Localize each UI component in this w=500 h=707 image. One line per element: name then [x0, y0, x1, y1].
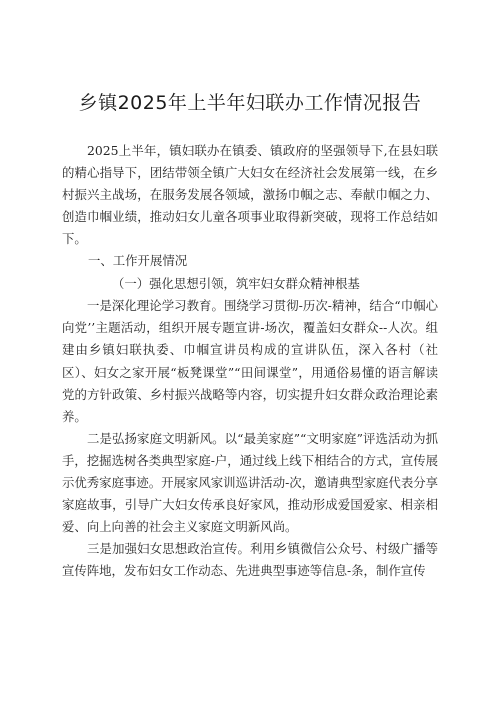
intro-paragraph: 2025上半年，镇妇联办在镇委、镇政府的坚强领导下,在县妇联的精心指导下，团结带领全镇广大妇女在经济社会发展第一线，在乡村振兴主战场，在服务发展各领域，激扬巾帼之志、奉献巾帼之力、创造巾帼业绩，推动妇女儿童各项事业取得新突破，现将工作总结如下。	[62, 143, 438, 247]
section-heading: 一、工作开展情况	[88, 253, 188, 269]
body-paragraph-3: 三是加强妇女思想政治宣传。利用乡镇微信公众号、村级广播等宣传阵地，发布妇女工作动态、先进典型事迹等信息-条，制作宣传	[62, 541, 438, 579]
body-paragraph-1: 一是深化理论学习教育。围绕学习贯彻-历次-精神，结合“巾帼心向党’’主题活动，组织开展专题宣讲-场次，覆盖妇女群众--人次。组建由乡镇妇联执委、巾帼宣讲员构成的宣讲队伍，深入各村（社区）、妇女之家开展“板凳课堂”“田间课堂”，用通俗易懂的语言解读党的方针政策、乡村振兴战略等内容，切实提升妇女群众政治理论素养。	[62, 298, 438, 424]
document-body	[62, 140, 438, 583]
body-paragraph-2: 二是弘扬家庭文明新风。以“最美家庭”“文明家庭”评选活动为抓手，挖掘选树各类典型家庭-户，通过线上线下相结合的方式，宣传展示优秀家庭事迹。开展家风家训巡讲活动-次，邀请典型家庭代表分享家庭故事，引导广大妇女传承良好家风，推动形成爱国爱家、相亲相爱、向上向善的社会主义家庭文明新风尚。	[62, 430, 438, 535]
subsection-heading: （一）强化思想引领，筑牢妇女群众精神根基	[112, 275, 360, 291]
document-title: 乡镇2025年上半年妇联办工作情况报告	[78, 92, 422, 114]
